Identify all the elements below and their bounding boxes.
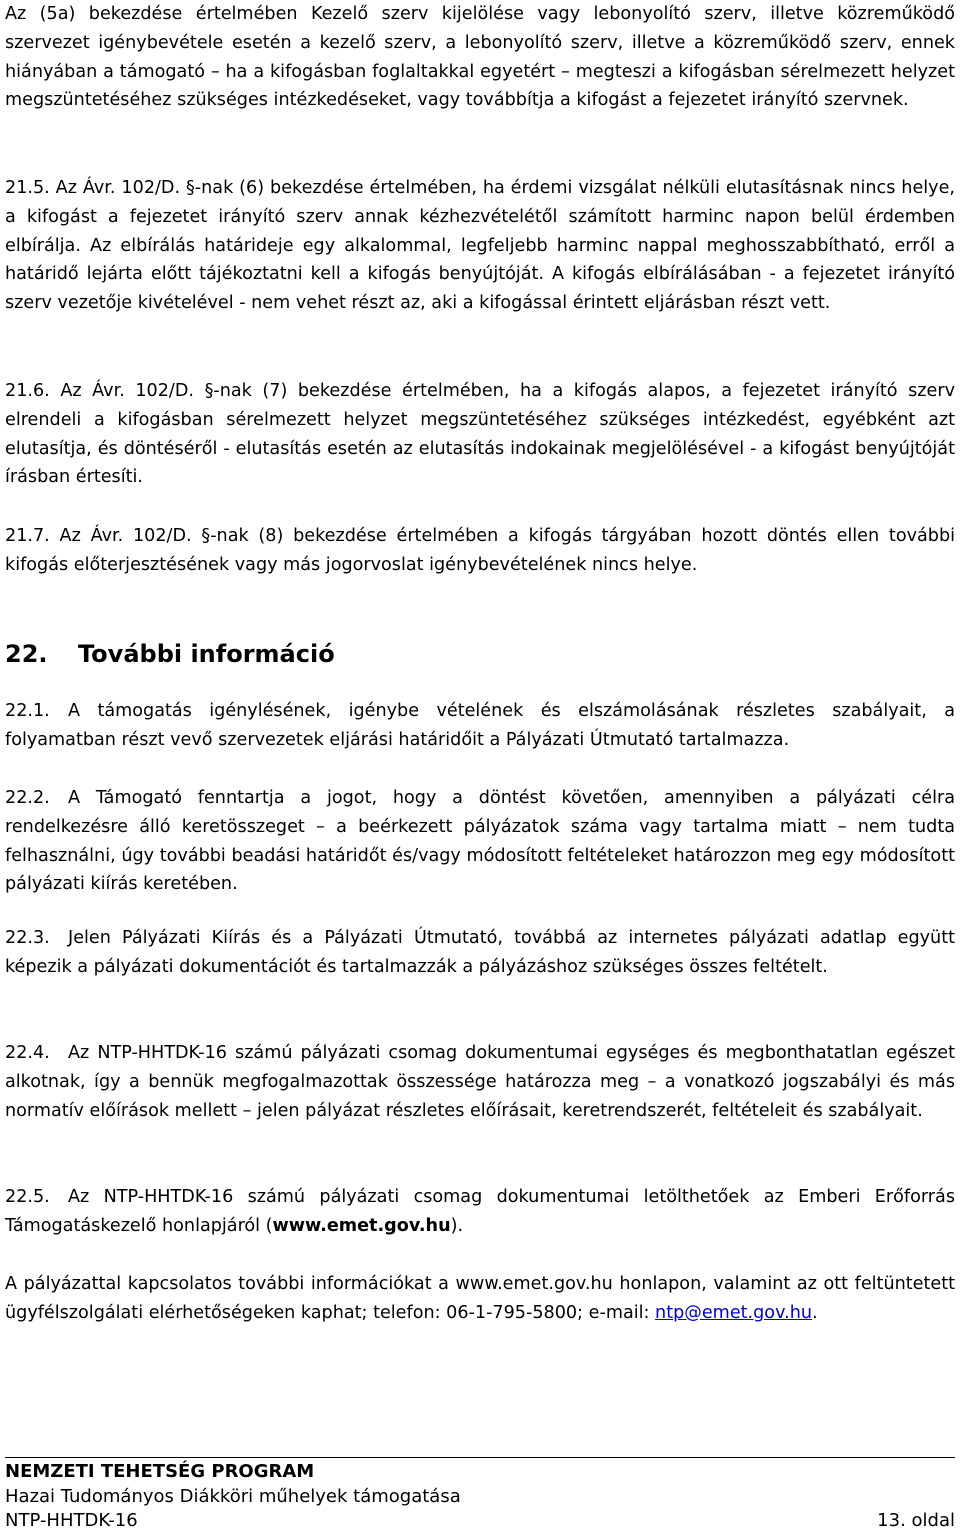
- item-number: 22.3.: [5, 928, 50, 948]
- paragraph-21-6-text: 21.6. Az Ávr. 102/D. §-nak (7) bekezdése értelmében, ha a kifogás alapos, a fejezetet irányító szerv elrendeli a kifogásban sérelmezett helyzet megszüntetéséhez szükséges intézkedést, egyébként azt elutasítja, és döntéséről - elutasítás esetén az elutasítás indokainak megjelölésével - a kifogást benyújtóját írásban értesíti.: [5, 381, 955, 488]
- paragraph-21-5: [5, 174, 955, 318]
- footer-code: NTP-HHTDK-16: [5, 1510, 138, 1531]
- footer-subtitle-text: Hazai Tudományos Diákköri műhelyek támogatása: [5, 1486, 461, 1507]
- item-text: Az NTP-HHTDK-16 számú pályázati csomag dokumentumai letölthetőek az Emberi Erőforrás Támogatáskezelő honlapjáról (: [5, 1187, 955, 1236]
- item-number: 22.2.: [5, 788, 50, 808]
- paragraph-21-5-text: 21.5. Az Ávr. 102/D. §-nak (6) bekezdése értelmében, ha érdemi vizsgálat nélküli elutasításnak nincs helye, a kifogást a fejezetet irányító szerv annak kézhezvételétől számított harminc napon belül érdemben elbírálja. Az elbírálás határideje egy alkalommal, legfeljebb harminc nappal meghosszabbítható, erről a határidő lejárta előtt tájékoztatni kell a kifogás benyújtóját. A kifogás elbírálásában - a fejezetet irányító szerv vezetője kivételével - nem vehet részt az, aki a kifogással érintett eljárásban részt vett.: [5, 178, 955, 314]
- item-number: 22.4.: [5, 1043, 50, 1063]
- section-heading: [5, 636, 335, 672]
- item-text: A támogatás igénylésének, igénybe vételének és elszámolásának részletes szabályait, a folyamatban részt vevő szervezetek eljárási határidőit a Pályázati Útmutató tartalmazza.: [5, 701, 955, 750]
- item-text: Az NTP-HHTDK-16 számú pályázati csomag dokumentumai egységes és megbonthatatlan egészet alkotnak, így a bennük megfogalmazottak összessége határozza meg – a vonatkozó jogszabályi és más normatív előírások mellett – jelen pályázat részletes előírásait, keretrendszerét, feltételeit és szabályait.: [5, 1043, 955, 1121]
- item-22-4: [5, 1039, 955, 1125]
- section-number: 22.: [5, 640, 48, 668]
- footer-program: [5, 1459, 955, 1485]
- email-link[interactable]: ntp@emet.gov.hu: [655, 1302, 813, 1323]
- closing-text: A pályázattal kapcsolatos további információkat a www.emet.gov.hu honlapon, valamint az ott feltüntetett ügyfélszolgálati elérhetőségeken kaphat; telefon: 06-1-795-5800; e-mail:: [5, 1274, 955, 1323]
- paragraph-intro: [5, 0, 955, 115]
- item-number: 22.1.: [5, 701, 50, 721]
- section-title: További információ: [78, 640, 335, 668]
- page-number: 13. oldal: [877, 1510, 955, 1531]
- item-text: A Támogató fenntartja a jogot, hogy a döntést követően, amennyiben a pályázati célra rendelkezésre álló keretösszeget – a beérkezett pályázatok száma vagy tartalma miatt – nem tudta felhasználni, úgy további beadási határidőt és/vagy módosított feltételeket határozzon meg egy módosított pályázati kiírás keretében.: [5, 788, 955, 895]
- closing-paragraph: [5, 1270, 955, 1328]
- paragraph-21-6: [5, 377, 955, 492]
- paragraph-21-7: [5, 522, 955, 580]
- footer-subtitle: [5, 1484, 955, 1510]
- item-22-1: [5, 697, 955, 755]
- item-text: Jelen Pályázati Kiírás és a Pályázati Útmutató, továbbá az internetes pályázati adatlap együtt képezik a pályázati dokumentációt és tartalmazzák a pályázáshoz szükséges összes feltételt.: [5, 928, 955, 977]
- item-text-end: ).: [450, 1215, 464, 1236]
- item-22-5: [5, 1183, 955, 1241]
- paragraph-intro-text: Az (5a) bekezdése értelmében Kezelő szerv kijelölése vagy lebonyolító szerv, illetve közreműködő szervezet igénybevétele esetén a kezelő szerv, a lebonyolító szerv, illetve a közreműködő szerv, ennek hiányában a támogató – ha a kifogásban foglaltakkal egyetért – megteszi a kifogásban sérelmezett helyzet megszüntetéséhez szükséges intézkedéseket, vagy továbbítja a kifogást a fejezetet irányító szervnek.: [5, 4, 955, 111]
- website-link-text[interactable]: www.emet.gov.hu: [272, 1215, 451, 1236]
- footer-code-row: [5, 1508, 955, 1534]
- footer-divider: [5, 1457, 955, 1458]
- closing-end: .: [812, 1302, 818, 1323]
- footer-program-text: NEMZETI TEHETSÉG PROGRAM: [5, 1461, 315, 1482]
- item-22-3: [5, 924, 955, 982]
- item-22-2: [5, 784, 955, 899]
- paragraph-21-7-text: 21.7. Az Ávr. 102/D. §-nak (8) bekezdése értelmében a kifogás tárgyában hozott döntés ellen további kifogás előterjesztésének vagy más jogorvoslat igénybevételének nincs helye.: [5, 526, 955, 575]
- item-number: 22.5.: [5, 1187, 50, 1207]
